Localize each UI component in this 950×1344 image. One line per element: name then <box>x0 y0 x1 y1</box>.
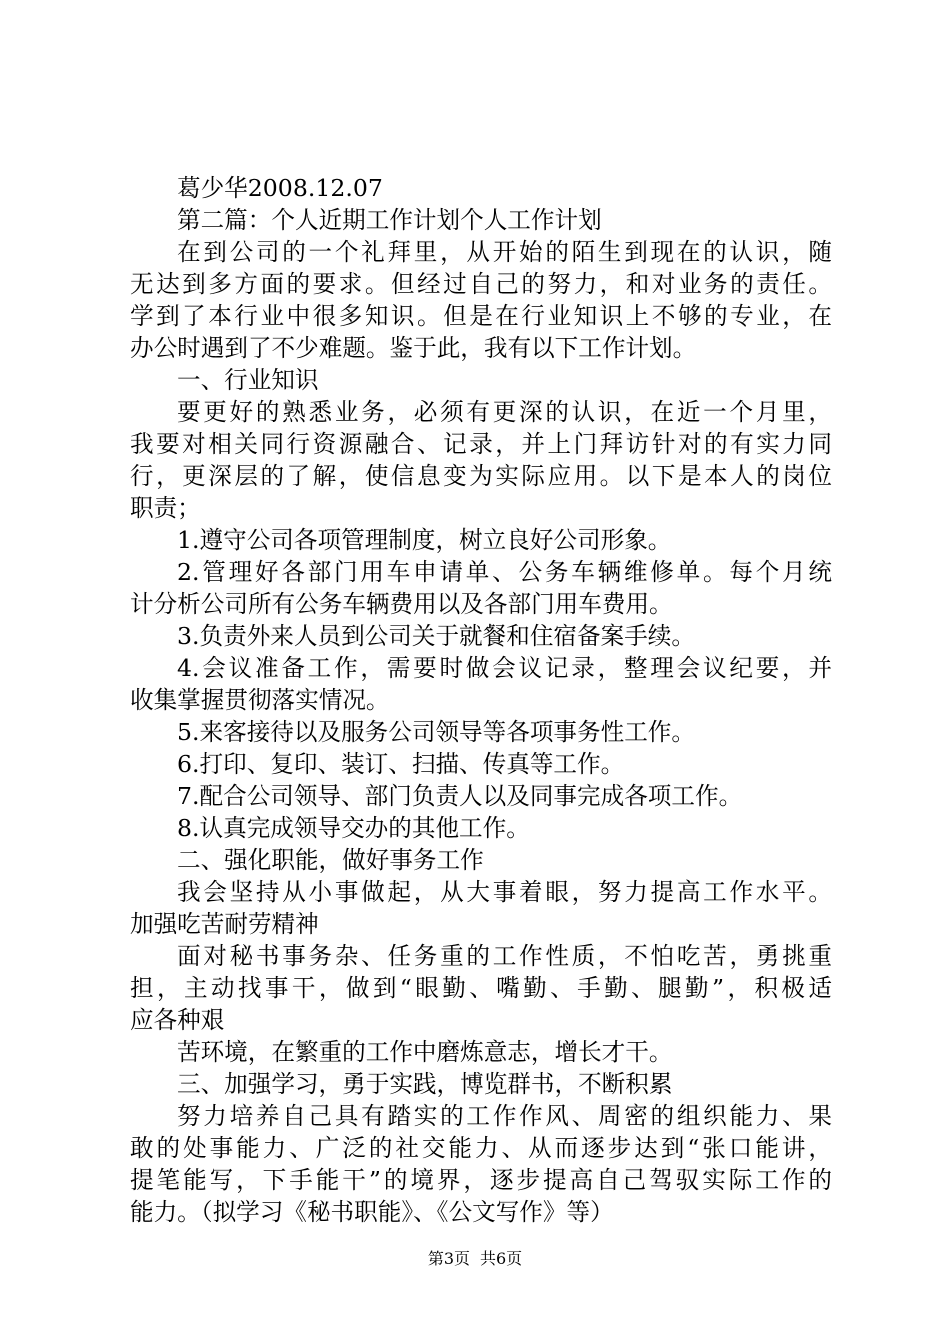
author-date-line: 葛少华2008.12.07 <box>177 174 383 202</box>
paragraph-line: 无达到多方面的要求。但经过自己的努力，和对业务的责任。 <box>130 270 832 298</box>
paragraph-line: 我会坚持从小事做起，从大事着眼，努力提高工作水平。 <box>177 878 832 906</box>
list-item: 5.来客接待以及服务公司领导等各项事务性工作。 <box>177 718 695 746</box>
paragraph-line: 担，主动找事干，做到“眼勤、嘴勤、手勤、腿勤”，积极适 <box>130 974 832 1002</box>
page-footer <box>0 1249 950 1269</box>
paragraph-line: 能力。（拟学习《秘书职能》、《公文写作》等） <box>130 1198 614 1226</box>
list-item: 1.遵守公司各项管理制度，树立良好公司形象。 <box>177 526 672 554</box>
heading-strengthen-learning: 三、加强学习，勇于实践，博览群书，不断积累 <box>177 1070 673 1098</box>
list-item: 6.打印、复印、装订、扫描、传真等工作。 <box>177 750 625 778</box>
paragraph-line: 要更好的熟悉业务，必须有更深的认识，在近一个月里， <box>177 398 832 426</box>
paragraph-line: 学到了本行业中很多知识。但是在行业知识上不够的专业，在 <box>130 302 832 330</box>
paragraph-line: 我要对相关同行资源融合、记录，并上门拜访针对的有实力同 <box>130 430 832 458</box>
paragraph-line: 行，更深层的了解，使信息变为实际应用。以下是本人的岗位 <box>130 462 832 490</box>
document-body <box>130 172 832 1228</box>
list-item: 8.认真完成领导交办的其他工作。 <box>177 814 530 842</box>
paragraph-line: 提笔能写，下手能干”的境界，逐步提高自己驾驭实际工作的 <box>130 1166 832 1194</box>
paragraph-line: 应各种艰 <box>130 1006 225 1034</box>
list-item-continuation: 计分析公司所有公务车辆费用以及各部门用车费用。 <box>130 590 673 618</box>
paragraph-line: 职责； <box>130 494 201 522</box>
page-number: 第3页 <box>427 1249 470 1268</box>
paragraph-line: 努力培养自己具有踏实的工作作风、周密的组织能力、果 <box>177 1102 832 1130</box>
paragraph-line: 在到公司的一个礼拜里，从开始的陌生到现在的认识，随 <box>177 238 832 266</box>
paragraph-line: 加强吃苦耐劳精神 <box>130 910 319 938</box>
paragraph-line: 面对秘书事务杂、任务重的工作性质，不怕吃苦，勇挑重 <box>177 942 832 970</box>
paragraph-line: 办公时遇到了不少难题。鉴于此，我有以下工作计划。 <box>130 334 697 362</box>
page-total: 共6页 <box>480 1249 523 1268</box>
list-item: 4.会议准备工作，需要时做会议记录，整理会议纪要，并 <box>177 654 832 682</box>
list-item: 3.负责外来人员到公司关于就餐和住宿备案手续。 <box>177 622 695 650</box>
list-item-continuation: 收集掌握贯彻落实情况。 <box>130 686 390 714</box>
heading-industry-knowledge: 一、行业知识 <box>177 366 319 394</box>
list-item: 2.管理好各部门用车申请单、公务车辆维修单。每个月统 <box>177 558 832 586</box>
paragraph-line: 苦环境，在繁重的工作中磨炼意志，增长才干。 <box>177 1038 673 1066</box>
list-item: 7.配合公司领导、部门负责人以及同事完成各项工作。 <box>177 782 743 810</box>
section-title: 第二篇：个人近期工作计划个人工作计划 <box>177 206 602 234</box>
paragraph-line: 敢的处事能力、广泛的社交能力、从而逐步达到“张口能讲， <box>130 1134 832 1162</box>
heading-strengthen-functions: 二、强化职能，做好事务工作 <box>177 846 484 874</box>
